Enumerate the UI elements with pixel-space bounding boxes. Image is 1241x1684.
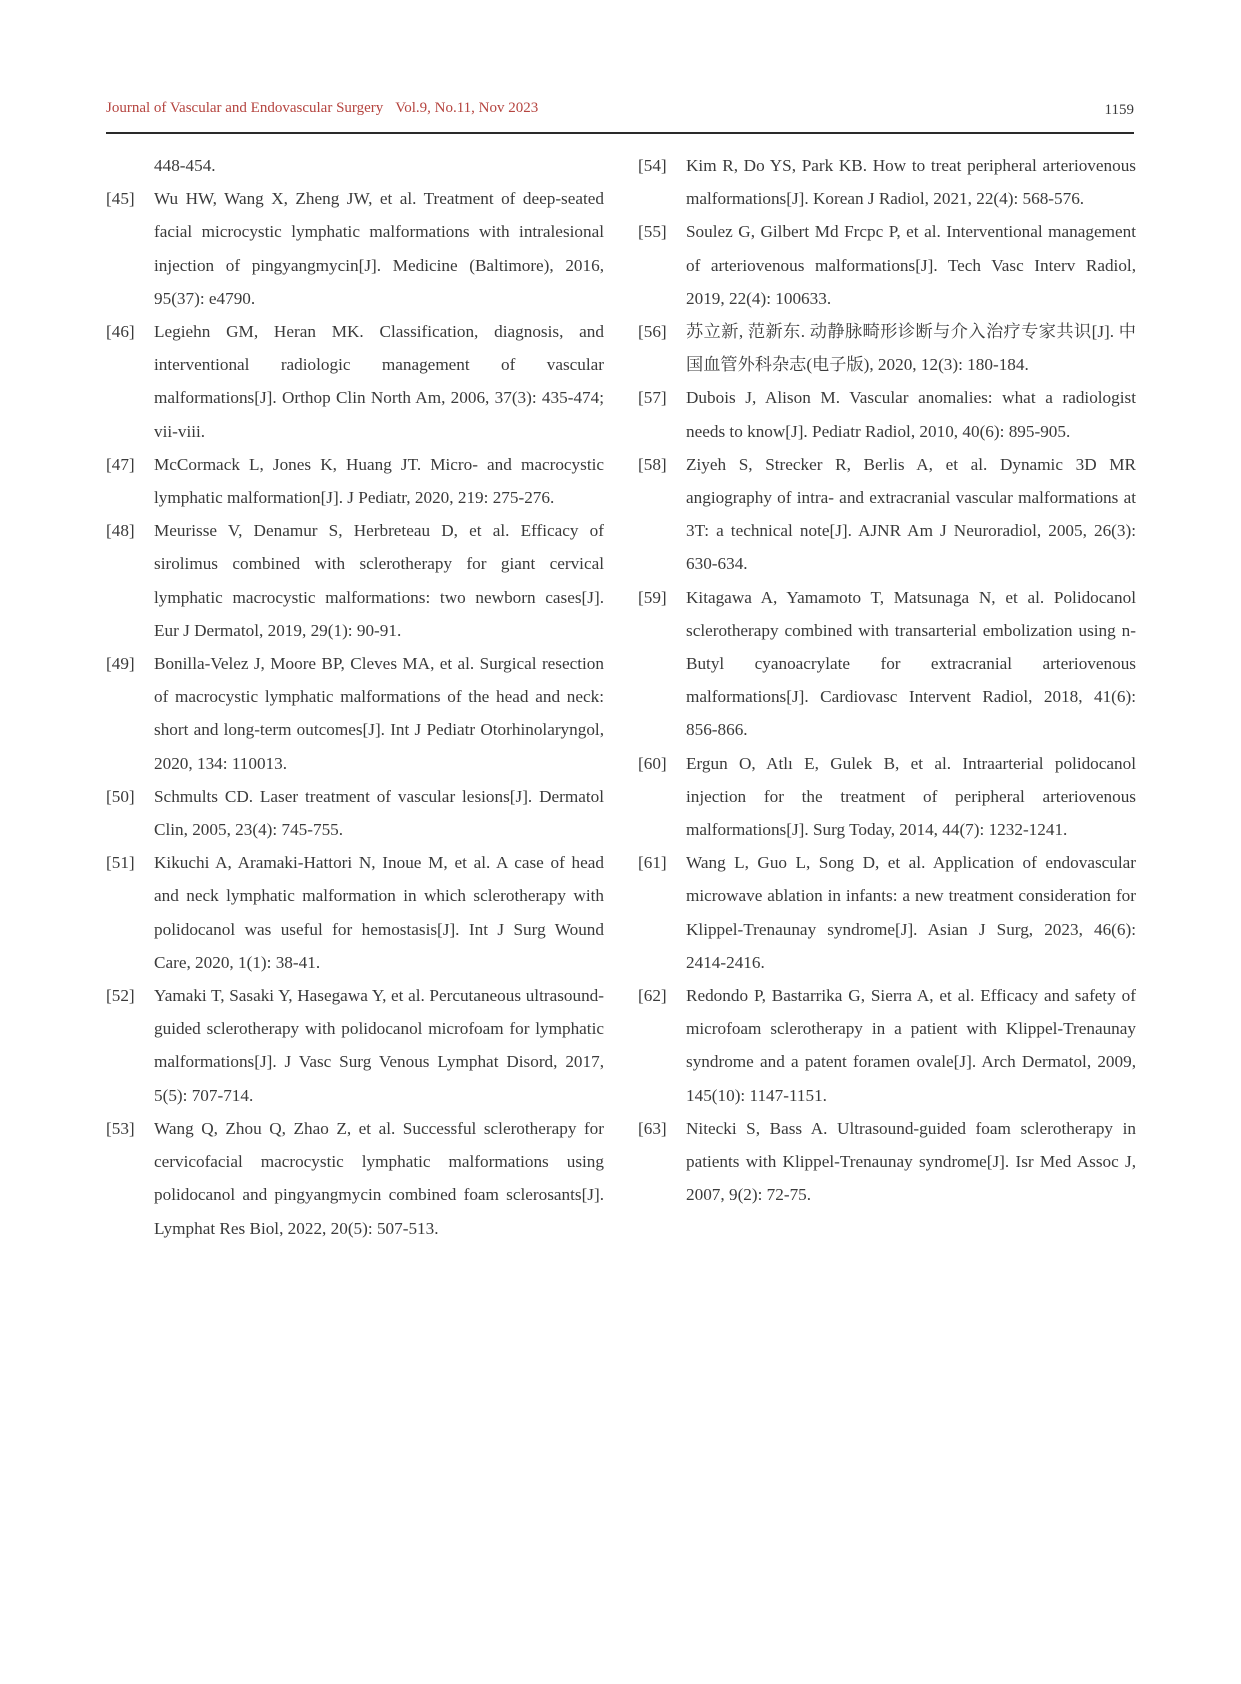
reference-entry	[638, 315, 1136, 381]
page-number: 1159	[1104, 102, 1134, 118]
reference-number: [49]	[106, 654, 135, 674]
reference-entry	[638, 747, 1136, 847]
reference-text: Ergun O, Atlı E, Gulek B, et al. Intraarterial polidocanol injection for the treatment of peripheral arteriovenous malformations[J]. Surg Today, 2014, 44(7): 1232-1241.	[686, 753, 1136, 840]
reference-number: [61]	[638, 853, 667, 873]
reference-text: Kim R, Do YS, Park KB. How to treat peripheral arteriovenous malformations[J]. Korean J Radiol, 2021, 22(4): 568-576.	[686, 156, 1136, 209]
reference-number: [52]	[106, 986, 135, 1006]
reference-text: Meurisse V, Denamur S, Herbreteau D, et al. Efficacy of sirolimus combined with sclerotherapy for giant cervical lymphatic macrocystic malformations: two newborn cases[J]. Eur J Dermatol, 2019, 29(1): 90-91.	[154, 521, 604, 640]
reference-entry	[638, 448, 1136, 581]
reference-number: [46]	[106, 322, 135, 342]
journal-citation	[106, 100, 538, 117]
reference-number: [60]	[638, 753, 667, 773]
reference-number: [45]	[106, 189, 135, 209]
reference-text: McCormack L, Jones K, Huang JT. Micro- and macrocystic lymphatic malformation[J]. J Pediatr, 2020, 219: 275-276.	[154, 454, 604, 508]
references-right-column	[638, 149, 1136, 1212]
references-left-column	[106, 149, 604, 1245]
reference-text: Wang L, Guo L, Song D, et al. Application of endovascular microwave ablation in infants: a new treatment consideration for Klippel-Trenaunay syndrome[J]. Asian J Surg, 2023, 46(6): 2414-2416.	[686, 853, 1136, 972]
reference-text: Dubois J, Alison M. Vascular anomalies: what a radiologist needs to know[J]. Pediatr Radiol, 2010, 40(6): 895-905.	[686, 388, 1136, 441]
reference-entry	[638, 149, 1136, 215]
reference-text: 苏立新, 范新东. 动静脉畸形诊断与介入治疗专家共识[J]. 中国血管外科杂志(电子版), 2020, 12(3): 180-184.	[686, 322, 1136, 375]
reference-text: Kitagawa A, Yamamoto T, Matsunaga N, et al. Polidocanol sclerotherapy combined with transarterial embolization using n-Butyl cyanoacrylate for extracranial arteriovenous malformations[J]. Cardiovasc Intervent Radiol, 2018, 41(6): 856-866.	[686, 587, 1136, 740]
reference-number: [54]	[638, 156, 667, 175]
reference-text: Bonilla-Velez J, Moore BP, Cleves MA, et al. Surgical resection of macrocystic lymphatic malformations of the head and neck: short and long-term outcomes[J]. Int J Pediatr Otorhinolaryngol, 2020, 134: 110013.	[154, 654, 604, 773]
reference-text: 448-454.	[154, 156, 216, 175]
reference-entry	[106, 149, 604, 182]
reference-number: [63]	[638, 1118, 667, 1138]
reference-number: [53]	[106, 1118, 135, 1138]
reference-entry	[106, 514, 604, 647]
running-header	[106, 96, 1134, 134]
reference-entry	[106, 182, 604, 315]
reference-entry	[106, 315, 604, 448]
reference-text: Soulez G, Gilbert Md Frcpc P, et al. Interventional management of arteriovenous malformations[J]. Tech Vasc Interv Radiol, 2019, 22(4): 100633.	[686, 222, 1136, 308]
reference-entry	[106, 647, 604, 780]
reference-number: [55]	[638, 222, 667, 242]
reference-number: [47]	[106, 454, 135, 474]
reference-number: [57]	[638, 388, 667, 408]
journal-title: Journal of Vascular and Endovascular Surgery	[106, 100, 384, 116]
reference-text: Ziyeh S, Strecker R, Berlis A, et al. Dynamic 3D MR angiography of intra- and extracranial vascular malformations at 3T: a technical note[J]. AJNR Am J Neuroradiol, 2005, 26(3): 630-634.	[686, 454, 1136, 574]
reference-text: Wu HW, Wang X, Zheng JW, et al. Treatment of deep-seated facial microcystic lymphatic malformations with intralesional injection of pingyangmycin[J]. Medicine (Baltimore), 2016, 95(37): e4790.	[154, 189, 604, 308]
reference-number: [51]	[106, 853, 135, 873]
reference-number: [56]	[638, 322, 667, 342]
reference-entry	[106, 846, 604, 979]
reference-number: [48]	[106, 521, 135, 541]
reference-text: Nitecki S, Bass A. Ultrasound-guided foam sclerotherapy in patients with Klippel-Trenaunay syndrome[J]. Isr Med Assoc J, 2007, 9(2): 72-75.	[686, 1118, 1136, 1205]
reference-entry	[638, 381, 1136, 447]
reference-entry	[638, 846, 1136, 979]
reference-text: Legiehn GM, Heran MK. Classification, diagnosis, and interventional radiologic management of vascular malformations[J]. Orthop Clin North Am, 2006, 37(3): 435-474; vii-viii.	[154, 322, 604, 441]
journal-volume: Vol.9, No.11, Nov 2023	[395, 100, 539, 116]
reference-entry	[638, 1112, 1136, 1212]
reference-number: [59]	[638, 587, 667, 607]
reference-entry	[106, 448, 604, 514]
reference-entry	[106, 1112, 604, 1245]
reference-entry	[106, 780, 604, 846]
reference-text: Wang Q, Zhou Q, Zhao Z, et al. Successful sclerotherapy for cervicofacial macrocystic lymphatic malformations using polidocanol and pingyangmycin combined foam sclerosants[J]. Lymphat Res Biol, 2022, 20(5): 507-513.	[154, 1118, 604, 1238]
reference-number: [50]	[106, 786, 135, 806]
reference-text: Redondo P, Bastarrika G, Sierra A, et al. Efficacy and safety of microfoam sclerotherapy in a patient with Klippel-Trenaunay syndrome and a patent foramen ovale[J]. Arch Dermatol, 2009, 145(10): 1147-1151.	[686, 986, 1136, 1105]
reference-entry	[638, 581, 1136, 747]
reference-entry	[638, 215, 1136, 315]
reference-text: Schmults CD. Laser treatment of vascular lesions[J]. Dermatol Clin, 2005, 23(4): 745-755.	[154, 786, 604, 840]
reference-number: [62]	[638, 986, 667, 1006]
reference-text: Kikuchi A, Aramaki-Hattori N, Inoue M, et al. A case of head and neck lymphatic malformation in which sclerotherapy with polidocanol was useful for hemostasis[J]. Int J Surg Wound Care, 2020, 1(1): 38-41.	[154, 853, 604, 972]
reference-text: Yamaki T, Sasaki Y, Hasegawa Y, et al. Percutaneous ultrasound-guided sclerotherapy with polidocanol microfoam for lymphatic malformations[J]. J Vasc Surg Venous Lymphat Disord, 2017, 5(5): 707-714.	[154, 986, 604, 1105]
reference-number: [58]	[638, 454, 667, 474]
reference-entry	[638, 979, 1136, 1112]
reference-entry	[106, 979, 604, 1112]
